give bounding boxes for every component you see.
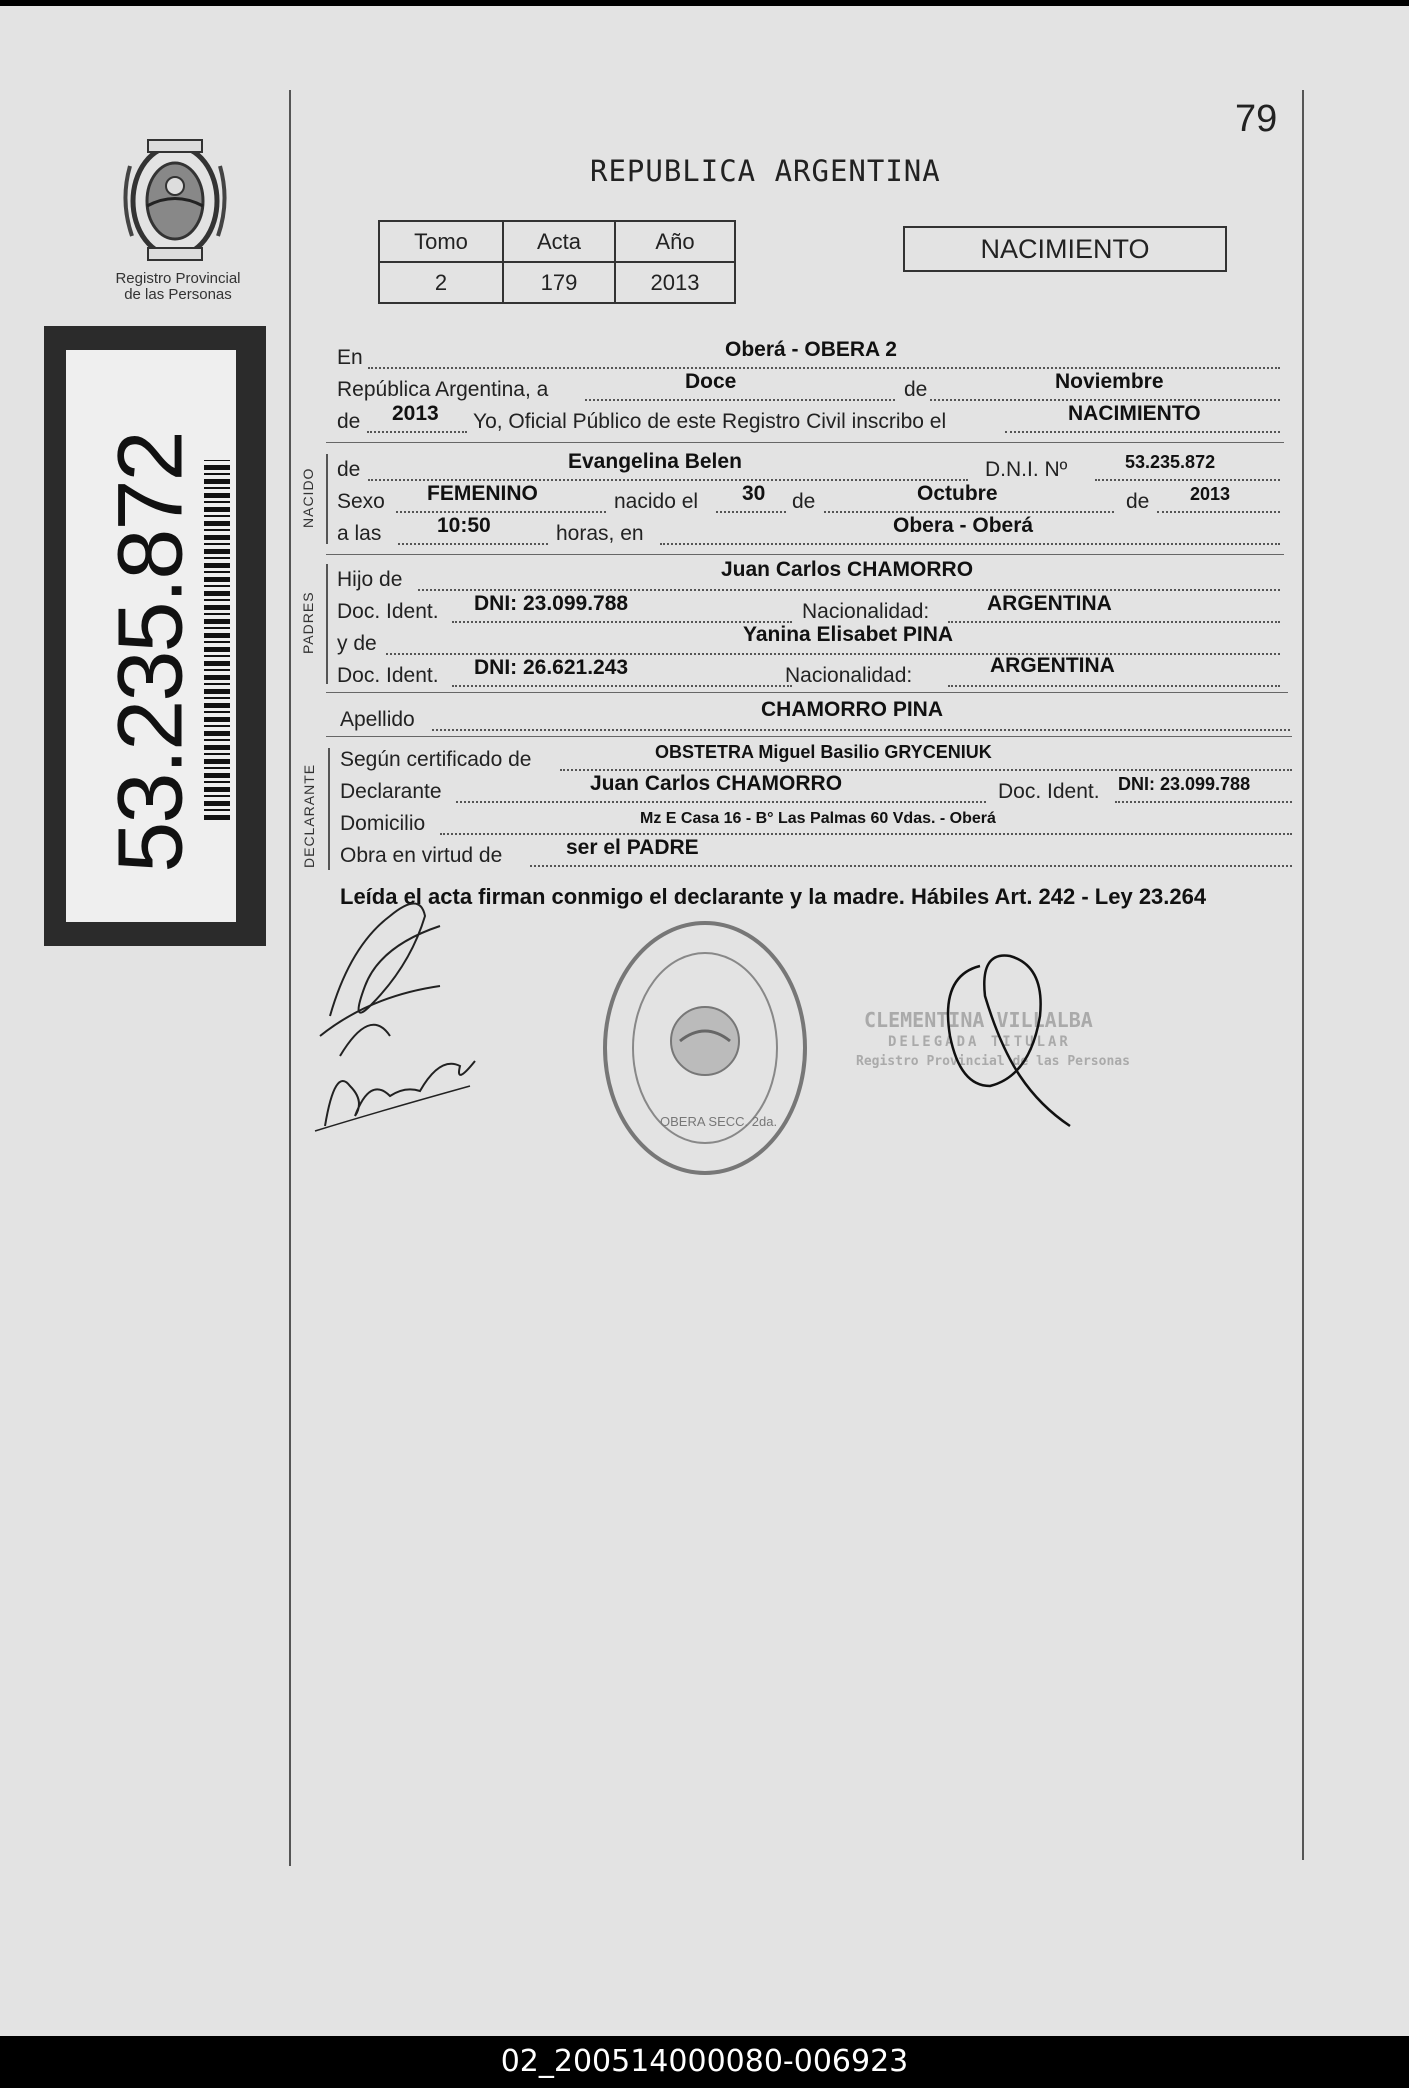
left-margin-line — [289, 90, 291, 1866]
barcode-bars — [204, 460, 230, 820]
dotted-line — [824, 510, 1114, 513]
declarante-domicilio: Mz E Casa 16 - B° Las Palmas 60 Vdas. - Oberá — [640, 810, 996, 827]
dotted-line — [585, 398, 895, 401]
nacido-de-label2: de — [792, 490, 816, 513]
section-bar — [326, 454, 328, 544]
nacido-sexo-label: Sexo — [337, 490, 385, 513]
document-page — [0, 6, 1409, 2036]
book-value-anio: 2013 — [615, 262, 735, 303]
padres-mother-name: Yanina Elisabet PINA — [743, 623, 954, 646]
intro-month: Noviembre — [1055, 370, 1164, 393]
official-stamp-title: DELEGADA TITULAR — [888, 1034, 1071, 1050]
dotted-line — [716, 510, 786, 513]
dotted-line — [368, 478, 968, 481]
barcode-label — [66, 350, 236, 922]
padres-hijo-label: Hijo de — [337, 568, 403, 591]
dotted-line — [930, 398, 1280, 401]
dotted-line — [367, 430, 467, 433]
dotted-line — [368, 366, 1280, 369]
record-type-box: NACIMIENTO — [903, 226, 1227, 272]
declarante-decl-label: Declarante — [340, 780, 442, 803]
book-value-tomo: 2 — [379, 262, 503, 303]
registry-name: Registro Provincial de las Personas — [115, 270, 241, 303]
dotted-line — [452, 620, 792, 623]
intro-day: Doce — [685, 370, 737, 393]
stamp-sub-text: OBERA SECC. 2da. — [660, 1114, 778, 1129]
dotted-line — [1095, 478, 1280, 481]
book-header-acta: Acta — [503, 221, 615, 262]
book-value-acta: 179 — [503, 262, 615, 303]
document-footer-code: 02_200514000080-006923 — [0, 2036, 1409, 2088]
intro-act: NACIMIENTO — [1068, 402, 1201, 425]
dotted-line — [1005, 430, 1280, 433]
dotted-line — [1115, 800, 1292, 803]
official-stamp-org: Registro Provincial de las Personas — [856, 1054, 1130, 1069]
nacido-de-label3: de — [1126, 490, 1150, 513]
page-number: 79 — [1235, 98, 1278, 140]
padres-doc-label-mother: Doc. Ident. — [337, 664, 439, 687]
padres-father-nationality: ARGENTINA — [987, 592, 1112, 615]
padres-mother-doc: DNI: 26.621.243 — [474, 656, 629, 679]
dotted-line — [530, 864, 1292, 867]
closing-statement: Leída el acta firman conmigo el declarante y la madre. Hábiles Art. 242 - Ley 23.264 — [340, 884, 1207, 909]
official-signature — [920, 936, 1080, 1136]
padres-nac-label: Nacionalidad: — [802, 600, 930, 623]
padres-section-label: PADRES — [300, 591, 316, 654]
declarante-doc-label: Doc. Ident. — [998, 780, 1100, 803]
barcode-number: 53.235.872 — [99, 432, 202, 873]
padres-father-doc: DNI: 23.099.788 — [474, 592, 629, 615]
document-title: REPUBLICA ARGENTINA — [590, 154, 941, 188]
nacido-month: Octubre — [917, 482, 998, 505]
declarante-section-label: DECLARANTE — [301, 763, 317, 868]
dotted-line — [432, 728, 1290, 731]
intro-place: Oberá - OBERA 2 — [725, 338, 897, 361]
dotted-line — [948, 620, 1280, 623]
declarante-decl-name: Juan Carlos CHAMORRO — [590, 772, 843, 795]
dotted-line — [660, 542, 1280, 545]
section-bar — [326, 564, 328, 684]
dotted-line — [452, 684, 792, 687]
padres-doc-label: Doc. Ident. — [337, 600, 439, 623]
nacido-year: 2013 — [1190, 484, 1231, 504]
declarante-obra-value: ser el PADRE — [566, 836, 699, 859]
nacido-dni-label: D.N.I. Nº — [985, 458, 1068, 481]
declarante-obra-label: Obra en virtud de — [340, 844, 503, 867]
section-divider — [326, 554, 1284, 555]
apellido-value: CHAMORRO PINA — [761, 698, 943, 721]
registry-round-stamp — [600, 916, 810, 1181]
nacido-time: 10:50 — [437, 514, 491, 537]
padres-nac-label-mother: Nacionalidad: — [785, 664, 913, 687]
dotted-line — [418, 588, 1280, 591]
section-divider — [326, 736, 1292, 737]
section-bar — [328, 748, 330, 870]
book-header-tomo: Tomo — [379, 221, 503, 262]
dotted-line — [398, 542, 548, 545]
book-reference-table — [378, 220, 736, 304]
declarante-decl-doc: DNI: 23.099.788 — [1118, 774, 1251, 794]
intro-statement: Yo, Oficial Público de este Registro Civil inscribo el — [473, 410, 947, 433]
declarante-cert-value: OBSTETRA Miguel Basilio GRYCENIUK — [655, 742, 992, 762]
province-seal-icon — [120, 136, 230, 266]
nacido-nacido-label: nacido el — [614, 490, 699, 513]
nacido-section-label: NACIDO — [300, 467, 316, 528]
declarante-dom-label: Domicilio — [340, 812, 426, 835]
nacido-place: Obera - Oberá — [893, 514, 1034, 537]
intro-en-label: En — [337, 346, 363, 369]
dotted-line — [948, 684, 1280, 687]
intro-de2-label: de — [337, 410, 361, 433]
declarant-signature — [310, 886, 490, 1136]
declarante-cert-label: Según certificado de — [340, 748, 532, 771]
official-stamp-name: CLEMENTINA VILLALBA — [864, 1008, 1093, 1032]
nacido-sexo: FEMENINO — [427, 482, 538, 505]
padres-yde-label: y de — [337, 632, 377, 655]
nacido-horas-label: horas, en — [556, 522, 644, 545]
intro-year: 2013 — [392, 402, 439, 425]
dotted-line — [396, 510, 606, 513]
nacido-dni: 53.235.872 — [1125, 452, 1216, 472]
nacido-de-label: de — [337, 458, 361, 481]
nacido-name: Evangelina Belen — [568, 450, 742, 473]
nacido-day: 30 — [742, 482, 766, 505]
dotted-line — [456, 800, 986, 803]
dotted-line — [386, 652, 1280, 655]
padres-father-name: Juan Carlos CHAMORRO — [721, 558, 974, 581]
section-divider — [326, 692, 1288, 693]
intro-republic-label: República Argentina, a — [337, 378, 549, 401]
book-header-anio: Año — [615, 221, 735, 262]
dotted-line — [1157, 510, 1280, 513]
apellido-label: Apellido — [340, 708, 415, 731]
dotted-line — [560, 768, 1292, 771]
intro-de-label: de — [904, 378, 928, 401]
dotted-line — [440, 832, 1292, 835]
section-divider — [326, 442, 1284, 443]
right-margin-line — [1302, 90, 1304, 1860]
padres-mother-nationality: ARGENTINA — [990, 654, 1115, 677]
barcode-panel — [44, 326, 266, 946]
nacido-alas-label: a las — [337, 522, 382, 545]
